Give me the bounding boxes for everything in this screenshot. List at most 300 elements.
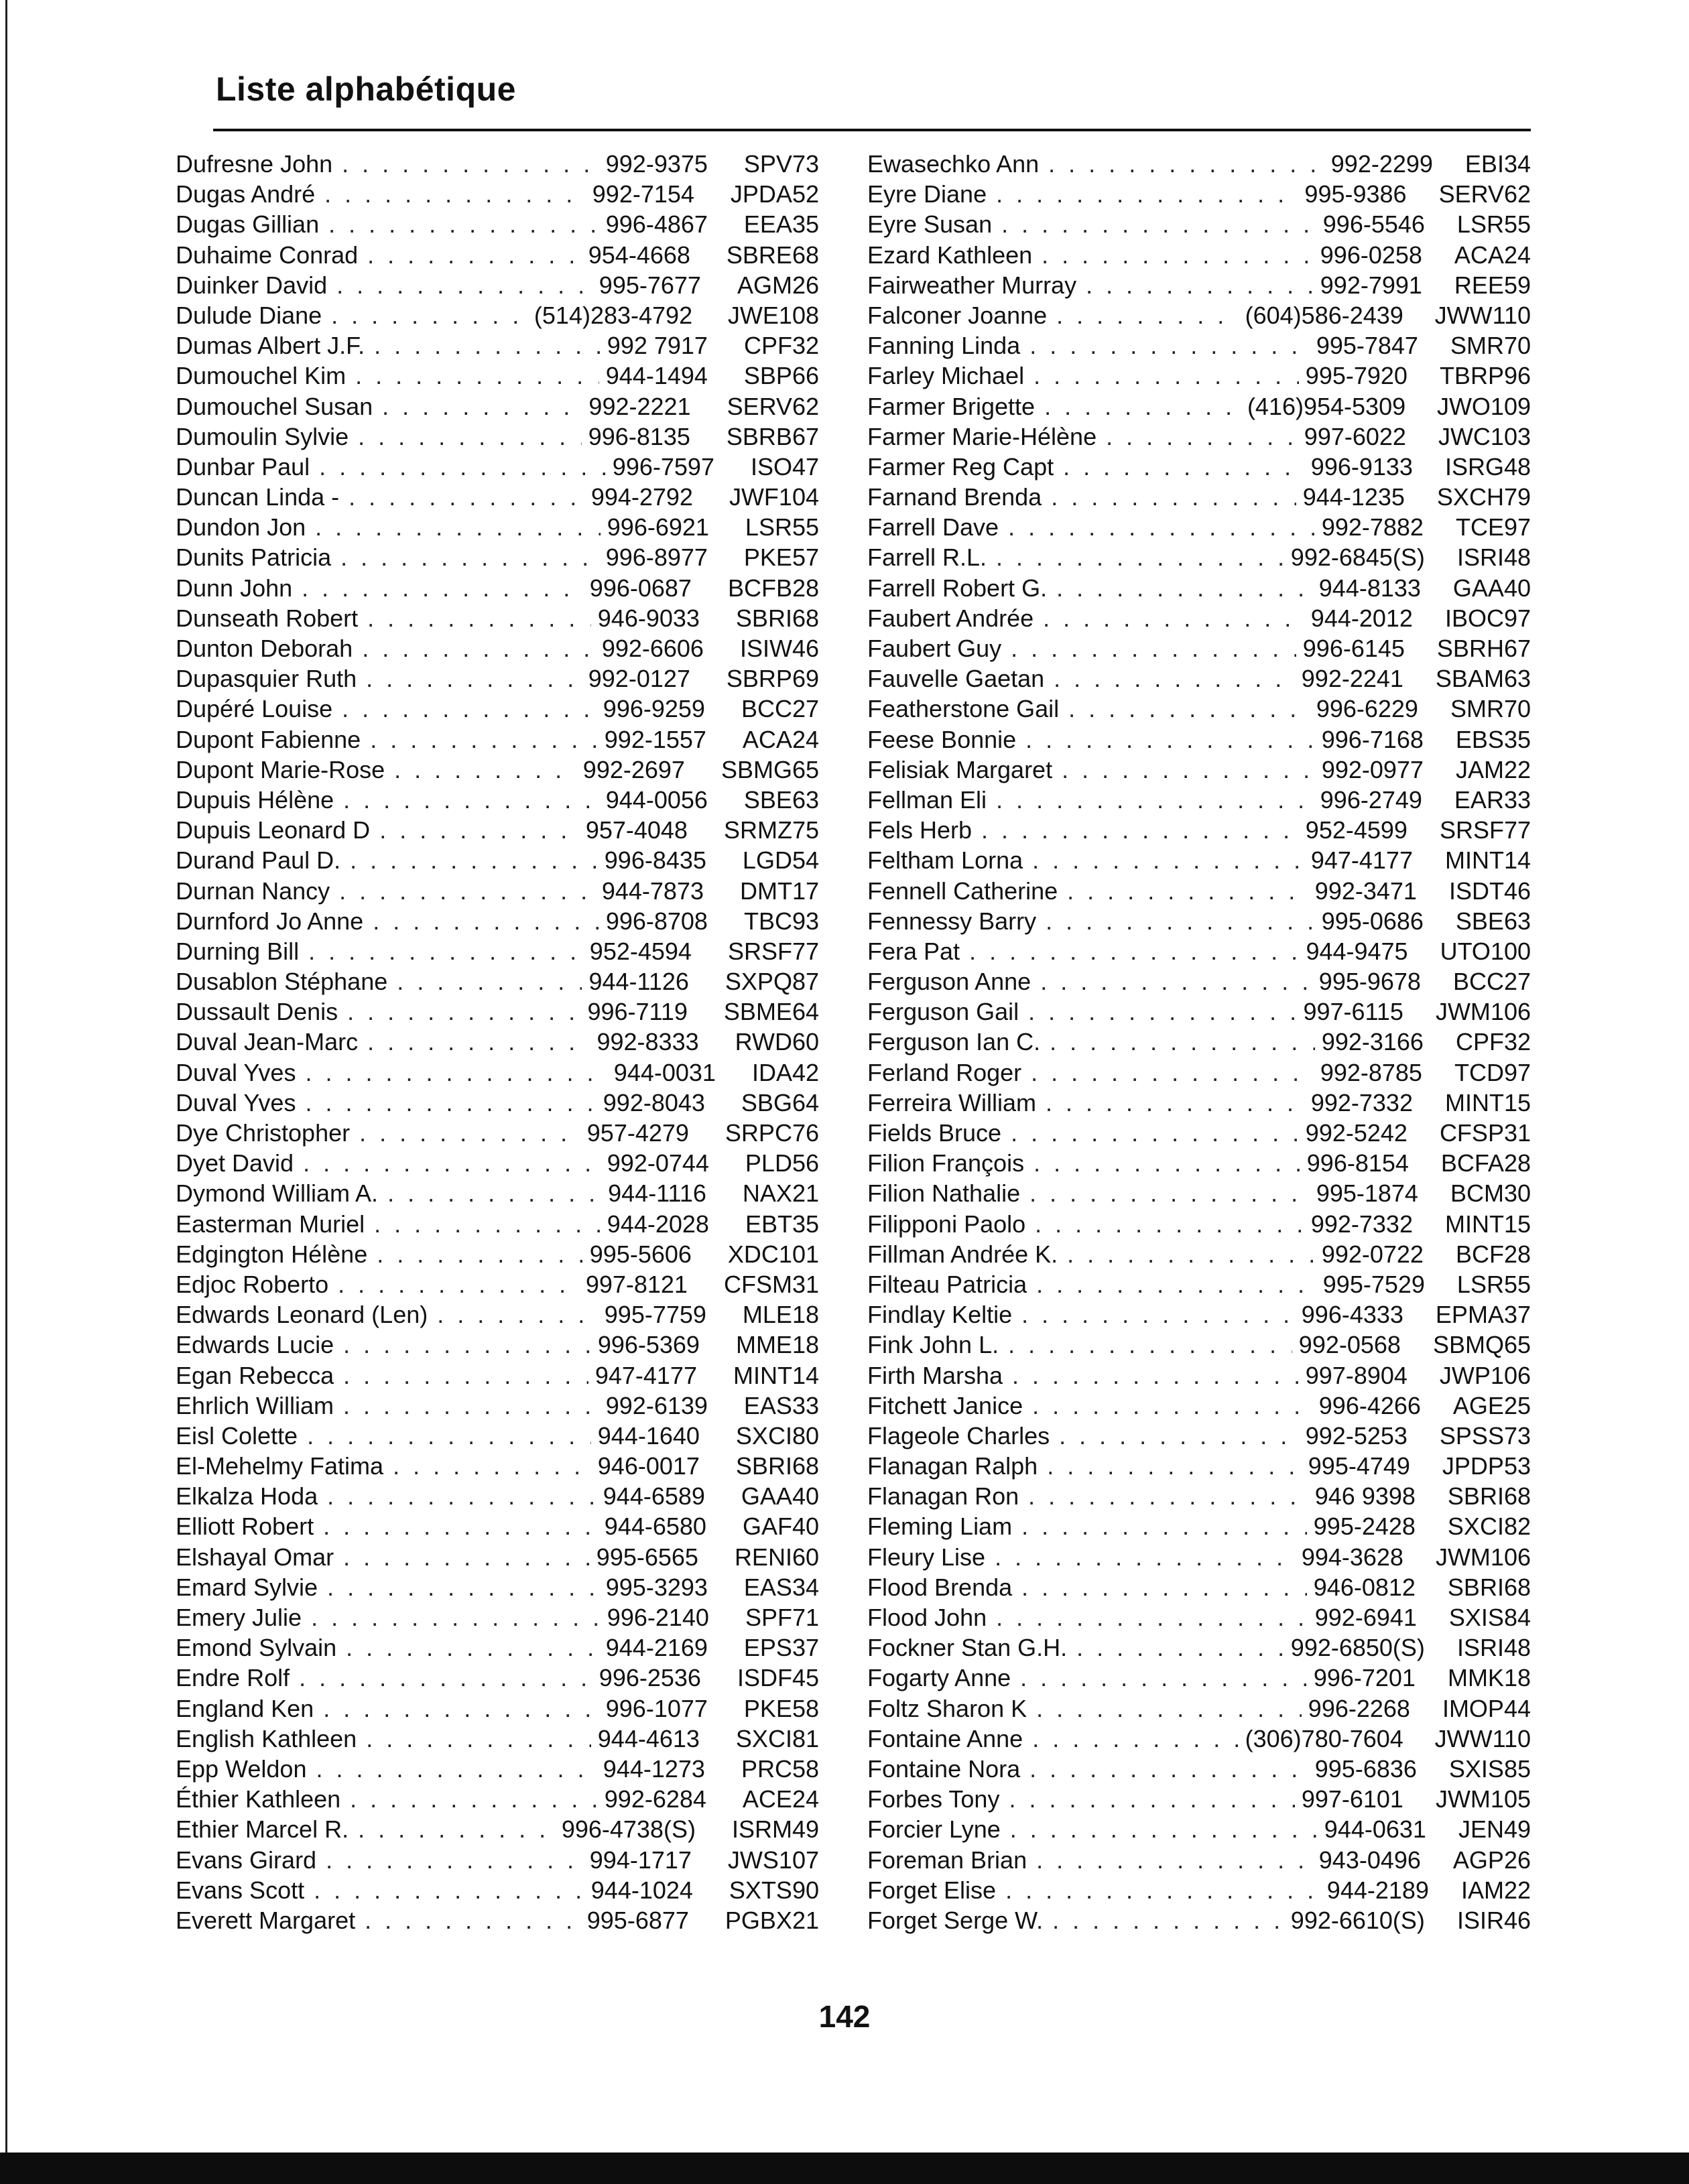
leader-dots bbox=[366, 1724, 591, 1754]
directory-entry bbox=[867, 573, 1531, 603]
directory-entry bbox=[176, 482, 819, 512]
entry-code: SERV bbox=[1438, 180, 1504, 208]
entry-room: 70 bbox=[1503, 332, 1531, 360]
entry-phone: 944-1494 bbox=[605, 362, 708, 390]
leader-dots bbox=[1034, 361, 1299, 391]
entry-phone: 992-2299 bbox=[1330, 150, 1433, 178]
entry-name: Fera Pat bbox=[867, 937, 960, 965]
leader-dots bbox=[394, 755, 576, 785]
entry-name: Fennell Catherine bbox=[867, 877, 1058, 905]
leader-dots bbox=[1005, 1875, 1320, 1905]
leader-dots bbox=[343, 785, 599, 815]
leader-dots bbox=[366, 663, 582, 694]
entry-room: 68 bbox=[792, 604, 819, 632]
entry-phone: 996-5546 bbox=[1322, 210, 1425, 239]
entry-code: SBE bbox=[743, 785, 792, 814]
leader-dots bbox=[995, 1542, 1295, 1572]
entry-room: 101 bbox=[778, 1240, 819, 1268]
entry-room: 42 bbox=[792, 1058, 819, 1086]
entry-room: 32 bbox=[792, 332, 819, 360]
directory-entry bbox=[867, 845, 1531, 875]
leader-dots bbox=[359, 1118, 580, 1148]
entry-name: Ferreira William bbox=[867, 1088, 1036, 1116]
entry-phone: 996-2749 bbox=[1320, 785, 1422, 814]
leader-dots bbox=[1009, 1784, 1294, 1814]
leader-dots bbox=[1032, 1724, 1238, 1754]
entry-room: 31 bbox=[1503, 1119, 1531, 1147]
entry-phone: 995-6565 bbox=[596, 1543, 698, 1571]
entry-name: Eisl Colette bbox=[176, 1421, 298, 1450]
directory-entry bbox=[176, 1057, 819, 1088]
entry-name: Firth Marsha bbox=[867, 1361, 1003, 1389]
directory-entry bbox=[176, 1027, 819, 1057]
entry-code: ACE bbox=[742, 1785, 792, 1813]
entry-name: Ehrlich William bbox=[176, 1391, 334, 1419]
entry-room: 79 bbox=[1503, 483, 1531, 511]
directory-entry bbox=[176, 1330, 819, 1360]
entry-code: MINT bbox=[733, 1361, 792, 1389]
entry-code: SBRE bbox=[726, 241, 792, 269]
directory-entry bbox=[176, 876, 819, 906]
leader-dots bbox=[299, 1663, 592, 1693]
entry-phone: 992-2241 bbox=[1301, 665, 1403, 693]
entry-phone: 995-9386 bbox=[1304, 180, 1407, 208]
entry-room: 97 bbox=[1503, 1058, 1531, 1086]
leader-dots bbox=[324, 179, 586, 209]
leader-dots bbox=[323, 1693, 599, 1724]
entry-name: Dugas André bbox=[176, 180, 316, 208]
directory-entry bbox=[867, 1875, 1531, 1905]
entry-name: Falconer Joanne bbox=[867, 301, 1048, 329]
leader-dots bbox=[1011, 1118, 1299, 1148]
entry-name: Dye Christopher bbox=[176, 1119, 351, 1147]
directory-entry bbox=[176, 1088, 819, 1118]
entry-phone: 995-2428 bbox=[1313, 1513, 1416, 1541]
entry-room: 54 bbox=[792, 846, 819, 875]
entry-name: Fillman Andrée K. bbox=[867, 1240, 1058, 1268]
leader-dots bbox=[355, 361, 599, 391]
scan-bottom-band bbox=[0, 2153, 1689, 2184]
entry-phone: 992-7882 bbox=[1321, 513, 1424, 541]
leader-dots bbox=[1050, 1027, 1315, 1057]
entry-code: SXTS bbox=[729, 1876, 792, 1904]
entry-room: 32 bbox=[1503, 1028, 1531, 1056]
directory-entry bbox=[176, 542, 819, 572]
entry-name: Dumouchel Susan bbox=[176, 392, 373, 420]
leader-dots bbox=[397, 966, 582, 997]
entry-name: Feese Bonnie bbox=[867, 725, 1017, 753]
entry-code: RENI bbox=[734, 1543, 792, 1571]
entry-phone: 944-0631 bbox=[1324, 1815, 1426, 1844]
directory-entry bbox=[867, 300, 1531, 330]
entry-phone: 992-6610(S) bbox=[1290, 1906, 1425, 1934]
entry-phone: 992-6139 bbox=[605, 1391, 708, 1419]
entry-name: Durning Bill bbox=[176, 937, 300, 965]
entry-name: Filion Nathalie bbox=[867, 1179, 1021, 1208]
entry-code: JPDA bbox=[730, 180, 792, 208]
entry-code: SBRI bbox=[735, 1452, 792, 1480]
entry-code: RWD bbox=[735, 1028, 792, 1056]
entry-code: SBRI bbox=[1447, 1482, 1504, 1511]
entry-room: 106 bbox=[1490, 1361, 1531, 1389]
entry-room: 64 bbox=[792, 998, 819, 1026]
leader-dots bbox=[327, 1481, 597, 1511]
entry-code: MINT bbox=[1444, 846, 1504, 875]
entry-code: IAM bbox=[1460, 1876, 1504, 1904]
entry-room: 24 bbox=[792, 725, 819, 753]
directory-entry bbox=[176, 1784, 819, 1814]
entry-code: CFSM bbox=[723, 1270, 792, 1298]
leader-dots bbox=[336, 270, 592, 300]
entry-room: 84 bbox=[1503, 1604, 1531, 1631]
entry-name: Ewasechko Ann bbox=[867, 150, 1040, 178]
entry-phone: 995-3293 bbox=[605, 1573, 708, 1601]
directory-entry bbox=[176, 633, 819, 663]
entry-room: 55 bbox=[792, 513, 819, 541]
entry-name: Fockner Stan G.H. bbox=[867, 1634, 1068, 1662]
leader-dots bbox=[343, 1542, 590, 1572]
leader-dots bbox=[340, 542, 599, 572]
entry-name: Durand Paul D. bbox=[176, 846, 341, 875]
entry-name: Ethier Marcel R. bbox=[176, 1815, 349, 1844]
entry-room: 63 bbox=[1503, 907, 1531, 935]
leader-dots bbox=[996, 179, 1298, 209]
entry-name: Evans Girard bbox=[176, 1846, 317, 1874]
leader-dots bbox=[1029, 330, 1310, 361]
directory-entry bbox=[867, 1148, 1531, 1178]
entry-code: UTO bbox=[1440, 937, 1491, 965]
entry-room: 48 bbox=[1503, 452, 1531, 480]
leader-dots bbox=[305, 1057, 607, 1088]
entry-code: ISRI bbox=[1456, 1634, 1504, 1662]
entry-code: JWF bbox=[729, 483, 779, 511]
entry-room: 97 bbox=[1503, 604, 1531, 632]
entry-code: BCM bbox=[1450, 1179, 1504, 1208]
entry-phone: 996-6229 bbox=[1316, 695, 1418, 723]
entry-room: 60 bbox=[792, 1543, 819, 1571]
leader-dots bbox=[1012, 1360, 1299, 1391]
directory-entry bbox=[176, 1209, 819, 1239]
entry-phone: 944-2028 bbox=[607, 1210, 709, 1238]
entry-name: Faubert Andrée bbox=[867, 604, 1034, 632]
leader-dots bbox=[339, 876, 595, 906]
directory-entry bbox=[867, 1027, 1531, 1057]
leader-dots bbox=[342, 694, 597, 724]
entry-code: ISO bbox=[750, 452, 792, 480]
entry-name: Dupont Marie-Rose bbox=[176, 755, 385, 783]
leader-dots bbox=[1011, 633, 1296, 663]
entry-code: SBAM bbox=[1435, 665, 1504, 693]
entry-phone: 995-7920 bbox=[1305, 362, 1408, 390]
leader-dots bbox=[303, 1148, 601, 1178]
leader-dots bbox=[349, 482, 584, 512]
entry-phone: 944-2012 bbox=[1310, 604, 1413, 632]
entry-phone: 944-6589 bbox=[603, 1482, 705, 1511]
directory-entry bbox=[176, 209, 819, 239]
entry-phone: 992-6845(S) bbox=[1290, 543, 1425, 572]
entry-phone: 944-9475 bbox=[1306, 937, 1408, 965]
leader-dots bbox=[343, 1360, 588, 1391]
entry-room: 87 bbox=[792, 968, 819, 996]
entry-code: JWP bbox=[1439, 1361, 1491, 1389]
entry-room: 35 bbox=[1503, 725, 1531, 753]
entry-room: 26 bbox=[792, 271, 819, 299]
entry-phone: 996-5369 bbox=[597, 1331, 700, 1359]
entry-phone: 944-4613 bbox=[597, 1724, 700, 1752]
entry-name: Fontaine Nora bbox=[867, 1754, 1021, 1783]
entry-code: LSR bbox=[1456, 1270, 1504, 1298]
entry-code: LSR bbox=[1456, 210, 1504, 239]
entry-code: EAS bbox=[743, 1391, 792, 1419]
entry-phone: 944-8133 bbox=[1318, 574, 1421, 602]
entry-room: 57 bbox=[792, 543, 819, 572]
leader-dots bbox=[315, 512, 601, 542]
directory-entry bbox=[176, 845, 819, 875]
entry-code: BCC bbox=[1452, 968, 1504, 996]
entry-phone: 954-4668 bbox=[588, 241, 690, 269]
entry-phone: 992-0568 bbox=[1298, 1331, 1401, 1359]
entry-code: AGM bbox=[737, 271, 792, 299]
entry-name: Dumas Albert J.F. bbox=[176, 332, 365, 360]
directory-entry bbox=[867, 240, 1531, 270]
entry-room: 18 bbox=[792, 1301, 819, 1329]
entry-room: 110 bbox=[1492, 301, 1531, 329]
leader-dots bbox=[1001, 209, 1316, 239]
entry-phone: 992-8333 bbox=[597, 1028, 699, 1056]
entry-room: 58 bbox=[792, 1694, 819, 1722]
directory-entry bbox=[176, 1451, 819, 1481]
entry-name: Dulude Diane bbox=[176, 301, 322, 329]
entry-room: 27 bbox=[792, 695, 819, 723]
leader-dots bbox=[1062, 755, 1315, 785]
directory-entry bbox=[176, 1239, 819, 1269]
entry-room: 82 bbox=[1503, 1513, 1531, 1541]
entry-room: 68 bbox=[1503, 1482, 1531, 1511]
entry-code: SBMG bbox=[721, 755, 792, 783]
entry-code: SBRP bbox=[726, 665, 792, 693]
entry-code: SPV bbox=[743, 150, 792, 178]
entry-name: Dunton Deborah bbox=[176, 635, 353, 662]
entry-name: Edwards Lucie bbox=[176, 1331, 334, 1359]
entry-room: 76 bbox=[792, 1119, 819, 1147]
entry-name: Fels Herb bbox=[867, 816, 973, 844]
entry-room: 55 bbox=[1503, 1270, 1531, 1298]
entry-phone: 946-0017 bbox=[597, 1452, 700, 1480]
entry-name: Duval Jean-Marc bbox=[176, 1028, 359, 1056]
leader-dots bbox=[981, 815, 1299, 845]
entry-name: Ferguson Ian C. bbox=[867, 1028, 1041, 1056]
entry-phone: 944-2169 bbox=[605, 1634, 708, 1662]
entry-phone: 995-6877 bbox=[586, 1906, 689, 1934]
entry-room: 106 bbox=[1490, 998, 1531, 1026]
entry-room: 14 bbox=[1503, 846, 1531, 875]
leader-dots bbox=[996, 1602, 1308, 1632]
entry-room: 103 bbox=[1490, 422, 1531, 450]
directory-entry bbox=[176, 603, 819, 633]
entry-room: 28 bbox=[1503, 1240, 1531, 1268]
entry-name: Forbes Tony bbox=[867, 1785, 1000, 1813]
entry-code: SRSF bbox=[727, 937, 792, 965]
directory-entry bbox=[867, 1391, 1531, 1421]
entry-name: Duhaime Conrad bbox=[176, 241, 359, 269]
leader-dots bbox=[1032, 1391, 1312, 1421]
directory-entry bbox=[867, 1814, 1531, 1844]
leader-dots bbox=[1021, 1511, 1307, 1541]
entry-phone: 997-8904 bbox=[1305, 1361, 1408, 1389]
page-title: Liste alphabétique bbox=[216, 70, 516, 108]
entry-phone: 995-0686 bbox=[1321, 907, 1424, 935]
entry-phone: (306)780-7604 bbox=[1245, 1724, 1403, 1752]
entry-code: JWC bbox=[1438, 422, 1491, 450]
directory-entry bbox=[176, 1421, 819, 1451]
entry-phone: 944-1640 bbox=[597, 1421, 700, 1450]
directory-entry bbox=[176, 663, 819, 694]
entry-phone: 957-4279 bbox=[586, 1119, 689, 1147]
entry-name: Fanning Linda bbox=[867, 332, 1021, 360]
entry-code: SMR bbox=[1450, 695, 1504, 723]
leader-dots bbox=[374, 1209, 601, 1239]
leader-dots bbox=[308, 936, 583, 966]
entry-code: SERV bbox=[727, 392, 792, 420]
entry-room: 104 bbox=[778, 483, 819, 511]
entry-code: IBOC bbox=[1444, 604, 1504, 632]
entry-code: CPF bbox=[1455, 1028, 1504, 1056]
entry-code: SBMQ bbox=[1432, 1331, 1504, 1359]
entry-room: 40 bbox=[792, 1482, 819, 1511]
entry-room: 80 bbox=[792, 1421, 819, 1450]
leader-dots bbox=[1010, 1814, 1318, 1844]
entry-name: Dupasquier Ruth bbox=[176, 665, 357, 693]
entry-phone: 992-5253 bbox=[1305, 1421, 1408, 1450]
entry-room: 46 bbox=[1503, 877, 1531, 905]
entry-phone: 996-8154 bbox=[1306, 1149, 1409, 1177]
entry-room: 110 bbox=[1492, 1724, 1531, 1752]
directory-entry bbox=[176, 1178, 819, 1208]
entry-phone: 944-2189 bbox=[1326, 1876, 1429, 1904]
entry-code: ISRI bbox=[1456, 543, 1504, 572]
entry-code: MME bbox=[735, 1331, 792, 1359]
directory-entry bbox=[176, 724, 819, 755]
entry-room: 69 bbox=[792, 665, 819, 693]
entry-name: Foltz Sharon K bbox=[867, 1694, 1027, 1722]
directory-entry bbox=[867, 542, 1531, 572]
title-divider bbox=[213, 129, 1531, 131]
leader-dots bbox=[1031, 1057, 1314, 1088]
entry-phone: 996-8977 bbox=[605, 543, 708, 572]
entry-phone: 992-0977 bbox=[1321, 755, 1424, 783]
entry-phone: 996-1077 bbox=[605, 1694, 708, 1722]
entry-room: 35 bbox=[792, 210, 819, 239]
entry-name: Farley Michael bbox=[867, 362, 1025, 390]
entry-code: SBRI bbox=[735, 604, 792, 632]
entry-code: SXCI bbox=[1447, 1513, 1504, 1541]
directory-entry bbox=[176, 815, 819, 845]
entry-room: 55 bbox=[1503, 210, 1531, 239]
entry-name: Forcier Lyne bbox=[867, 1815, 1001, 1844]
entry-code: AGP bbox=[1452, 1846, 1504, 1874]
directory-entry bbox=[176, 1905, 819, 1935]
entry-code: JWM bbox=[1435, 1785, 1491, 1813]
leader-dots bbox=[1021, 1299, 1295, 1330]
directory-entry bbox=[867, 1299, 1531, 1330]
entry-name: Farnand Brenda bbox=[867, 483, 1042, 511]
entry-room: 68 bbox=[1503, 1573, 1531, 1601]
entry-room: 67 bbox=[1503, 635, 1531, 662]
entry-code: SXCH bbox=[1436, 483, 1504, 511]
entry-room: 46 bbox=[792, 635, 819, 662]
entry-phone: 992-2697 bbox=[582, 755, 685, 783]
entry-code: ACA bbox=[742, 725, 792, 753]
entry-phone: 946 9398 bbox=[1314, 1482, 1416, 1511]
entry-phone: 992-7332 bbox=[1310, 1088, 1413, 1116]
directory-entry bbox=[867, 694, 1531, 724]
entry-name: Elshayal Omar bbox=[176, 1543, 334, 1571]
directory-entry bbox=[176, 785, 819, 815]
entry-code: LGD bbox=[742, 846, 792, 875]
leader-dots bbox=[1054, 663, 1295, 694]
leader-dots bbox=[1034, 1148, 1300, 1178]
leader-dots bbox=[1044, 391, 1241, 422]
entry-phone: 996-6145 bbox=[1302, 635, 1405, 662]
entry-code: IDA bbox=[751, 1058, 792, 1086]
leader-dots bbox=[1028, 997, 1296, 1027]
entry-name: English Kathleen bbox=[176, 1724, 357, 1752]
directory-entry bbox=[176, 1299, 819, 1330]
leader-dots bbox=[377, 1239, 583, 1269]
entry-phone: 992-6606 bbox=[601, 635, 704, 662]
leader-dots bbox=[1059, 1421, 1299, 1451]
entry-code: SRMZ bbox=[723, 816, 792, 844]
directory-entry bbox=[867, 1632, 1531, 1663]
entry-phone: 996-2536 bbox=[599, 1664, 701, 1692]
entry-phone: 952-4594 bbox=[589, 937, 692, 965]
entry-name: Filipponi Paolo bbox=[867, 1210, 1026, 1238]
entry-phone: 996-4867 bbox=[605, 210, 708, 239]
entry-code: ISDF bbox=[737, 1664, 792, 1692]
directory-entry bbox=[176, 573, 819, 603]
entry-code: CFSP bbox=[1439, 1119, 1504, 1147]
directory-entry bbox=[867, 1057, 1531, 1088]
entry-room: 105 bbox=[1490, 1785, 1531, 1813]
entry-code: PLD bbox=[745, 1149, 792, 1177]
directory-entry bbox=[867, 1663, 1531, 1693]
entry-name: Durnford Jo Anne bbox=[176, 907, 364, 935]
entry-phone: 996-6921 bbox=[607, 513, 709, 541]
entry-phone: 995-4749 bbox=[1308, 1452, 1410, 1480]
entry-code: JAM bbox=[1455, 755, 1504, 783]
entry-phone: 944-1024 bbox=[590, 1876, 693, 1904]
scan-edge-line bbox=[5, 0, 7, 2184]
entry-room: 63 bbox=[1503, 665, 1531, 693]
entry-code: AGE bbox=[1452, 1391, 1504, 1419]
leader-dots bbox=[1040, 966, 1312, 997]
directory-entry bbox=[867, 1330, 1531, 1360]
entry-room: 18 bbox=[792, 1331, 819, 1359]
directory-entry bbox=[867, 1602, 1531, 1632]
directory-entry bbox=[176, 1391, 819, 1421]
entry-name: Dussault Denis bbox=[176, 998, 338, 1026]
entry-phone: 992-7332 bbox=[1310, 1210, 1413, 1238]
entry-phone: 947-4177 bbox=[1310, 846, 1413, 875]
leader-dots bbox=[1046, 1088, 1304, 1118]
entry-room: 68 bbox=[792, 241, 819, 269]
entry-name: Easterman Muriel bbox=[176, 1210, 365, 1238]
directory-entry bbox=[867, 1724, 1531, 1754]
entry-room: 90 bbox=[792, 1876, 819, 1904]
entry-name: Fleury Lise bbox=[867, 1543, 986, 1571]
entry-phone: 996-7119 bbox=[587, 998, 688, 1026]
directory-entry bbox=[176, 1511, 819, 1541]
